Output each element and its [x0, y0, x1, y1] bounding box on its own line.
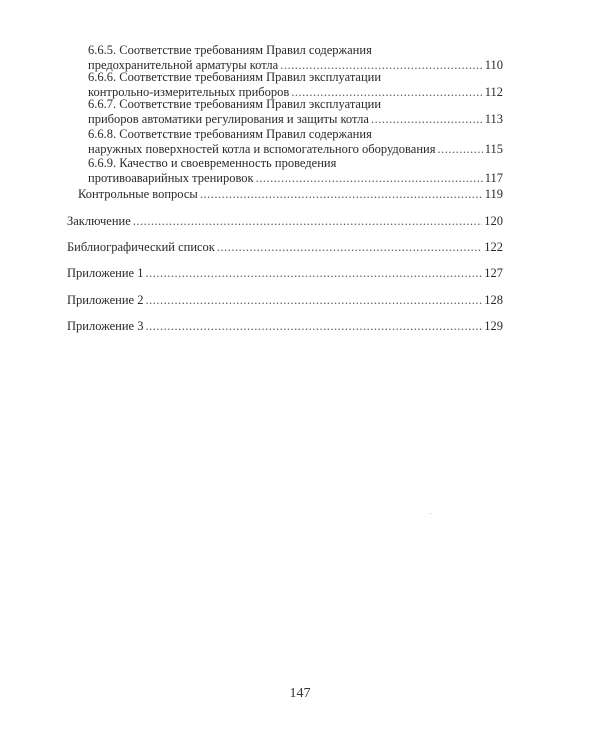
toc-entry-title: Библиографический список — [67, 240, 215, 254]
toc-entry-page-number: 127 — [484, 266, 503, 280]
toc-entry-title-line-2: противоаварийных тренировок — [88, 171, 254, 185]
toc-entry-title: Приложение 1 — [67, 266, 144, 280]
toc-entry-title-line-2: предохранительной арматуры котла — [88, 58, 279, 72]
dot-leader — [145, 318, 482, 334]
toc-entry-title-line-2: контрольно-измерительных приборов — [88, 85, 290, 99]
toc-entry-title: Приложение 3 — [67, 319, 144, 333]
toc-entry-page-number: 119 — [484, 187, 503, 201]
toc-entry-page-number: 122 — [484, 240, 503, 254]
toc-entry-appendix-3[interactable] — [0, 0, 600, 340]
toc-entry-page-number: 113 — [484, 112, 503, 126]
toc-entry-page-number: 128 — [484, 293, 503, 307]
toc-entry-page-number: 129 — [484, 319, 503, 333]
toc-entry-title-line-1: 6.6.9. Качество и своевременность проведения — [88, 156, 337, 170]
toc-entry-row — [67, 318, 503, 334]
toc-entry-title-line-1: 6.6.6. Соответствие требованиям Правил эксплуатации — [88, 70, 382, 84]
toc-entry-title-line-1: 6.6.7. Соответствие требованиям Правил эксплуатации — [88, 97, 382, 111]
toc-entry-page-number: 120 — [484, 214, 503, 228]
page-number: 147 — [289, 686, 311, 701]
toc-entry-title: Контрольные вопросы — [78, 187, 198, 201]
scan-speck — [430, 513, 431, 514]
toc-entry-page-number: 112 — [484, 85, 503, 99]
toc-entry-title-line-2: наружных поверхностей котла и вспомогательного оборудования — [88, 142, 436, 156]
toc-entry-title: Приложение 2 — [67, 293, 144, 307]
toc-entry-page-number: 115 — [484, 142, 503, 156]
toc-entry-page-number: 110 — [484, 58, 503, 72]
toc-entry-title: Заключение — [67, 214, 131, 228]
toc-entry-title-line-1: 6.6.5. Соответствие требованиям Правил содержания — [88, 43, 372, 57]
toc-entry-title-line-1: 6.6.8. Соответствие требованиям Правил содержания — [88, 127, 372, 141]
toc-entry-title-line-2: приборов автоматики регулирования и защиты котла — [88, 112, 369, 126]
toc-entry-page-number: 117 — [484, 171, 503, 185]
